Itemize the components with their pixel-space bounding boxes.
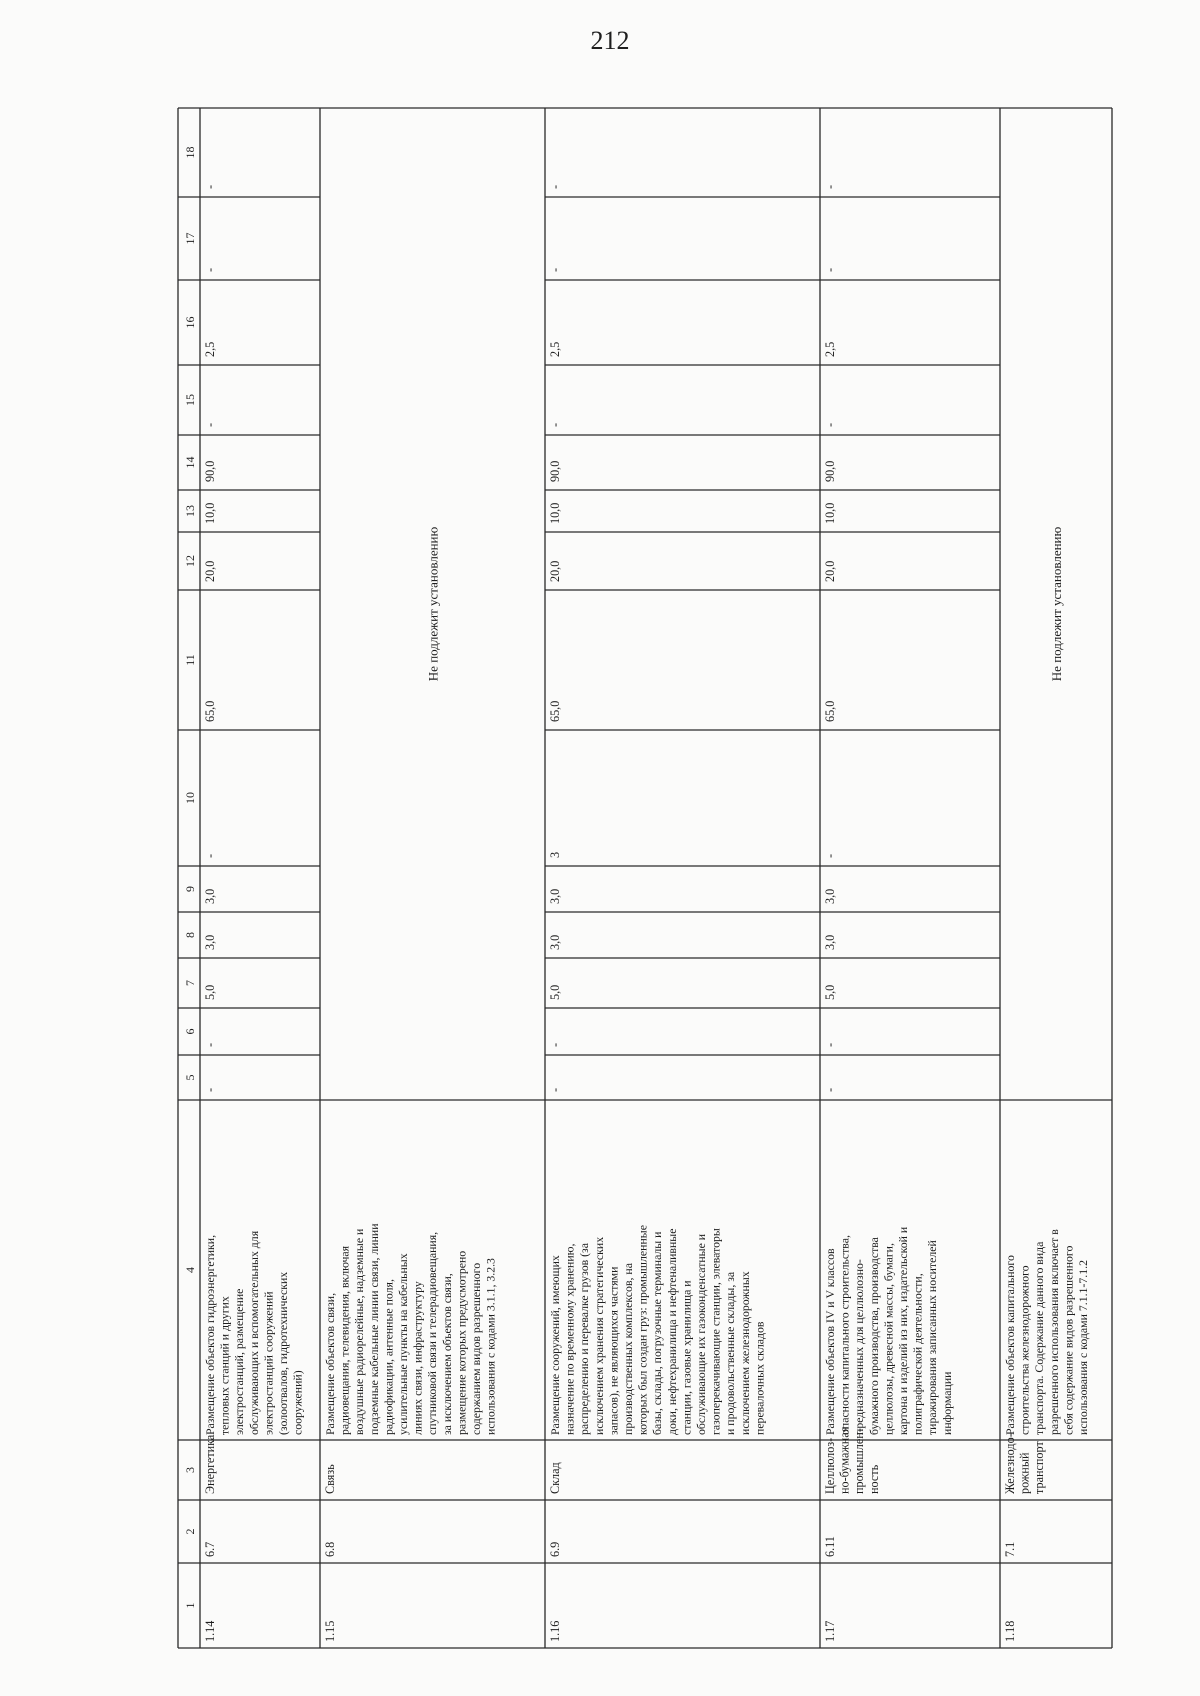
column-header-1: 1 <box>183 1602 197 1609</box>
row-1-14-c16: 2,5 <box>203 341 217 357</box>
column-header-14: 14 <box>183 456 197 469</box>
column-header-6: 6 <box>183 1028 197 1035</box>
column-header-9: 9 <box>183 886 197 892</box>
row-1-16-description: перевалочных складов <box>752 1321 767 1435</box>
row-1-15-description: спутниковой связи и телерадиовещания, <box>425 1231 440 1435</box>
column-header-8: 8 <box>183 932 197 938</box>
row-1-17-name: но-бумажная <box>837 1426 852 1494</box>
row-1-16-c9: 3,0 <box>548 888 562 904</box>
row-1-17-c16: 2,5 <box>823 341 837 357</box>
row-1-15-description: радиовещания, телевидения, включая <box>337 1245 352 1435</box>
row-1-18-name: Железнодо- <box>1003 1433 1017 1494</box>
row-1-17-description: информации <box>939 1371 954 1435</box>
row-1-16-c17: - <box>548 267 562 272</box>
row-1-14-description: обслуживающих и вспомогательных для <box>246 1230 261 1435</box>
row-1-18-number: 1.18 <box>1003 1620 1017 1642</box>
row-1-14-description: Размещение объектов гидроэнергетики, <box>203 1234 217 1435</box>
row-1-16-c16: 2,5 <box>548 341 562 357</box>
row-1-16-c18: - <box>548 184 562 189</box>
row-1-14-c11: 65,0 <box>203 700 217 722</box>
row-1-16-c7: 5,0 <box>548 984 562 1000</box>
row-1-18-name: транспорт <box>1032 1441 1047 1494</box>
row-1-17-c10: - <box>823 853 837 858</box>
row-1-15-description: радиофикации, антенные поля, <box>381 1279 396 1435</box>
row-1-17-c5: - <box>823 1087 837 1092</box>
row-1-14-c13: 10,0 <box>203 502 217 524</box>
row-1-18-description: транспорта. Содержание данного вида <box>1032 1241 1047 1435</box>
column-header-16: 16 <box>183 316 197 329</box>
column-header-17: 17 <box>183 232 197 245</box>
row-1-16-c14: 90,0 <box>548 460 562 482</box>
row-1-15-code: 6.8 <box>323 1541 337 1557</box>
row-1-18-description: Размещение объектов капитального <box>1003 1255 1017 1435</box>
row-1-18-merged-value: Не подлежит установлению <box>1049 526 1064 682</box>
row-1-15-description: размещение которых предусмотрено <box>454 1250 469 1435</box>
row-1-16-c8: 3,0 <box>548 934 562 950</box>
row-1-17-c6: - <box>823 1042 837 1047</box>
column-header-5: 5 <box>183 1074 197 1081</box>
row-1-15-merged-value: Не подлежит установлению <box>425 526 441 682</box>
row-1-16-description: которых был создан груз: промышленные <box>635 1225 650 1435</box>
row-1-18-description: строительства железнодорожного <box>1017 1265 1032 1435</box>
column-header-12: 12 <box>183 555 197 567</box>
row-1-18-name: рожный <box>1017 1452 1032 1494</box>
row-1-16-description: станции, газовые хранилища и <box>679 1280 694 1435</box>
row-1-17-code: 6.11 <box>823 1536 837 1557</box>
row-1-16-name: Склад <box>548 1462 562 1494</box>
row-1-14-c18: - <box>203 184 217 189</box>
row-1-16-c12: 20,0 <box>548 560 562 582</box>
column-header-3: 3 <box>183 1467 197 1473</box>
row-1-15-number: 1.15 <box>323 1620 337 1642</box>
row-1-17-c7: 5,0 <box>823 984 837 1000</box>
row-1-16-description: базы, склады, погрузочные терминалы и <box>650 1231 665 1435</box>
row-1-16-c15: - <box>548 422 562 427</box>
column-header-13: 13 <box>183 505 197 517</box>
row-1-17-description: Размещение объектов IV и V классов <box>823 1248 837 1435</box>
row-1-16-description: и продовольственные склады, за <box>723 1271 738 1435</box>
row-1-17-c11: 65,0 <box>823 700 837 722</box>
row-1-15-description: Размещение объектов связи, <box>323 1292 337 1435</box>
column-header-4: 4 <box>183 1267 197 1273</box>
row-1-17-description: картона и изделий из них, издательской и <box>896 1226 910 1435</box>
row-1-17-description: предназначенных для целлюлозно- <box>852 1259 867 1435</box>
table-content <box>183 147 1090 1643</box>
row-1-14-description: электростанций сооружений <box>261 1291 276 1435</box>
row-1-14-c17: - <box>203 267 217 272</box>
row-1-14-c14: 90,0 <box>203 460 217 482</box>
row-1-15-description: подземные кабельные линии связи, линии <box>366 1223 381 1435</box>
row-1-17-description: тиражирования записанных носителей <box>925 1240 940 1435</box>
row-1-16-description: исключением хранения стратегических <box>591 1236 606 1435</box>
row-1-16-description: производственных комплексов, на <box>621 1263 635 1435</box>
row-1-14-c15: - <box>203 422 217 427</box>
row-1-17-description: бумажного производства, производства <box>866 1237 881 1435</box>
row-1-14-description: сооружений) <box>290 1370 305 1435</box>
row-1-17-c12: 20,0 <box>823 560 837 582</box>
row-1-14-c8: 3,0 <box>203 934 217 950</box>
row-1-16-description: запасов), не являющихся частями <box>606 1266 621 1435</box>
row-1-14-number: 1.14 <box>203 1620 217 1642</box>
row-1-14-description: тепловых станций и других <box>217 1296 232 1435</box>
row-1-14-description: (золоотвалов, гидротехнических <box>276 1271 290 1435</box>
row-1-16-description: назначение по временному хранению, <box>562 1243 577 1435</box>
row-1-16-description: распределению и перевалке грузов (за <box>577 1243 592 1435</box>
row-1-14-c7: 5,0 <box>203 984 217 1000</box>
row-1-16-c5: - <box>548 1087 562 1092</box>
row-1-15-description: содержанием видов разрешенного <box>469 1262 483 1435</box>
column-header-11: 11 <box>183 654 197 666</box>
row-1-17-c15: - <box>823 422 837 427</box>
row-1-16-description: газоперекачивающие станции, элеваторы <box>708 1228 723 1435</box>
row-1-16-description: исключением железнодорожных <box>737 1271 752 1435</box>
row-1-17-name: Целлюлоз- <box>823 1437 837 1494</box>
row-1-14-c5: - <box>203 1087 217 1092</box>
row-1-16-description: обслуживающие их газоконденсатные и <box>694 1233 708 1435</box>
row-1-14-name: Энергетика <box>203 1434 217 1494</box>
row-1-17-name: промышлен- <box>852 1428 867 1494</box>
row-1-17-description: целлюлозы, древесной массы, бумаги, <box>881 1243 896 1435</box>
row-1-15-description: за исключением объектов связи, <box>439 1273 454 1435</box>
row-1-15-description: использования с кодами 3.1.1, 3.2.3 <box>483 1258 498 1435</box>
column-header-7: 7 <box>183 980 197 986</box>
row-1-17-c17: - <box>823 267 837 272</box>
row-1-16-c10: 3 <box>548 851 562 858</box>
row-1-16-description: доки, нефтехранилища и нефтеналивные <box>664 1228 679 1435</box>
page-number: 212 <box>590 26 630 55</box>
row-1-17-name: ность <box>866 1464 881 1494</box>
column-header-15: 15 <box>183 394 197 406</box>
column-header-10: 10 <box>183 792 197 804</box>
row-1-17-description: опасности капитального строительства, <box>837 1235 852 1435</box>
row-1-18-description: себя содержание видов разрешенного <box>1061 1245 1076 1435</box>
row-1-16-number: 1.16 <box>548 1620 562 1642</box>
row-1-14-description: электростанций, размещение <box>232 1288 247 1435</box>
row-1-17-description: полиграфической деятельности, <box>910 1273 925 1435</box>
row-1-14-c9: 3,0 <box>203 888 217 904</box>
column-header-18: 18 <box>183 146 197 159</box>
row-1-17-c14: 90,0 <box>823 460 837 482</box>
row-1-14-c10: - <box>203 853 217 858</box>
row-1-16-c11: 65,0 <box>548 700 562 722</box>
row-1-17-number: 1.17 <box>823 1620 837 1642</box>
row-1-17-c13: 10,0 <box>823 502 837 524</box>
row-1-14-c6: - <box>203 1042 217 1047</box>
row-1-14-code: 6.7 <box>203 1541 217 1557</box>
row-1-18-description: использования с кодами 7.1.1-7.1.2 <box>1076 1260 1090 1435</box>
row-1-17-c8: 3,0 <box>823 934 837 950</box>
row-1-15-description: линиях связи, инфраструктуру <box>410 1281 425 1435</box>
row-1-17-c9: 3,0 <box>823 888 837 904</box>
row-1-15-name: Связь <box>323 1464 337 1494</box>
row-1-16-description: Размещение сооружений, имеющих <box>548 1255 562 1435</box>
row-1-16-c13: 10,0 <box>548 502 562 524</box>
row-1-14-c12: 20,0 <box>203 560 217 582</box>
row-1-16-code: 6.9 <box>548 1541 562 1557</box>
row-1-15-description: воздушные радиорелейные, надземные и <box>352 1228 367 1435</box>
column-header-2: 2 <box>183 1528 197 1535</box>
row-1-16-c6: - <box>548 1042 562 1047</box>
row-1-18-description: разрешенного использования включает в <box>1046 1229 1061 1435</box>
row-1-18-code: 7.1 <box>1003 1541 1017 1557</box>
row-1-17-c18: - <box>823 184 837 189</box>
row-1-15-description: усилительные пункты на кабельных <box>396 1253 410 1435</box>
